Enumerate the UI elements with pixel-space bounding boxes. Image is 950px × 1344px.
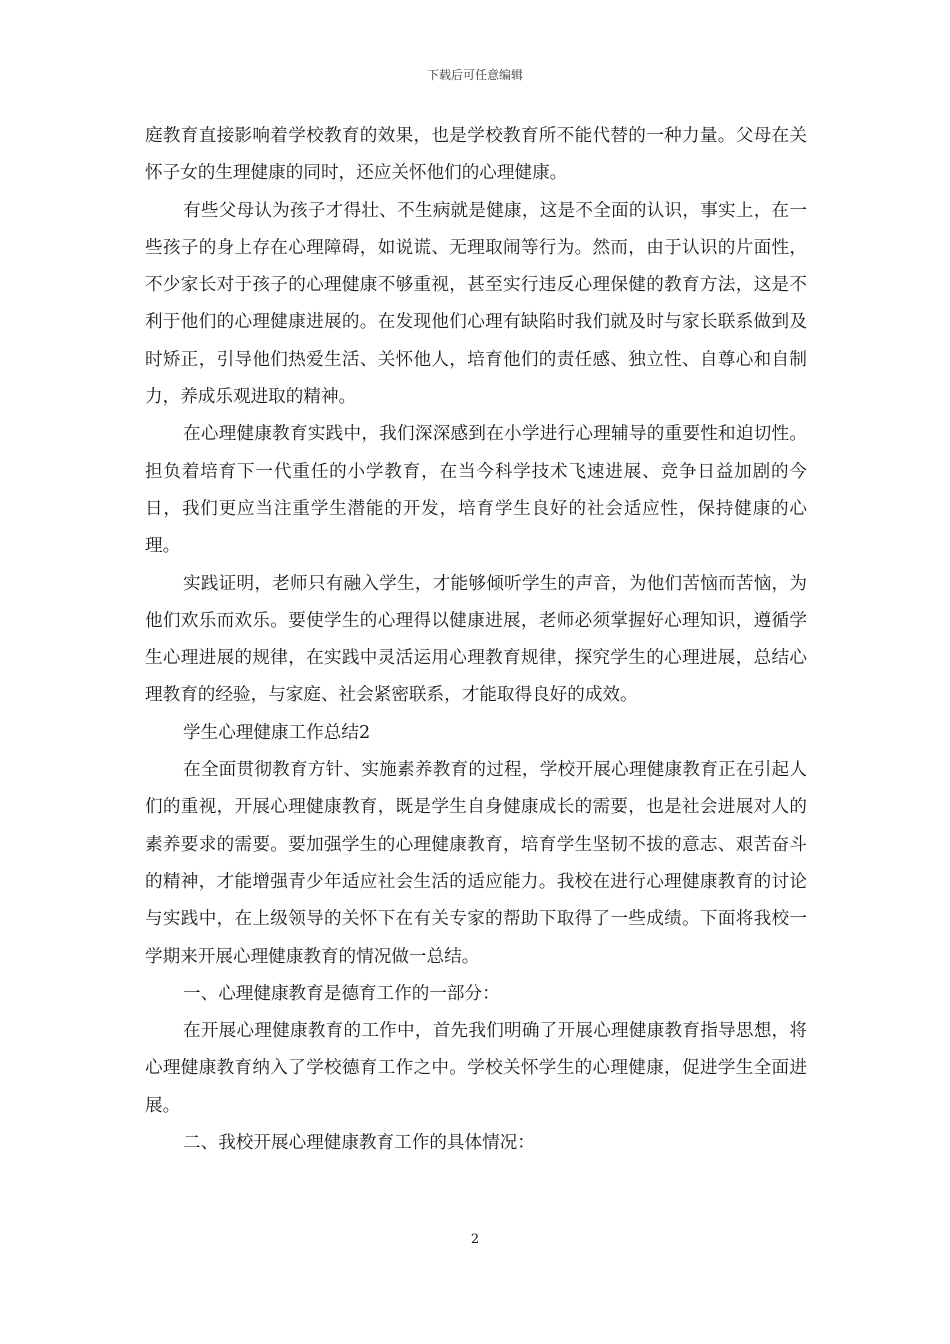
subheading-1: 一、心理健康教育是德育工作的一部分： [183, 983, 500, 1004]
paragraph-2: 有些父母认为孩子才得壮、不生病就是健康，这是不全面的认识，事实上，在一些孩子的身上存在心理障碍，如说谎、无理取闹等行为。然而，由于认识的片面性，不少家长对于孩子的心理健康不够重视，甚至实行违反心理保健的教育方法，这是不利于他们的心理健康进展的。在发现他们心理有缺陷时我们就及时与家长联系做到及时矫正，引导他们热爱生活、关怀他人，培育他们的责任感、独立性、自尊心和自制力，养成乐观进取的精神。 [145, 200, 807, 408]
paragraph-3: 在心理健康教育实践中，我们深深感到在小学进行心理辅导的重要性和迫切性。担负着培育下一代重任的小学教育，在当今科学技术飞速进展、竞争日益加剧的今日，我们更应当注重学生潜能的开发，培育学生良好的社会适应性，保持健康的心理。 [145, 424, 807, 557]
document-body [145, 118, 807, 1162]
paragraph-6: 在开展心理健康教育的工作中，首先我们明确了开展心理健康教育指导思想，将心理健康教育纳入了学校德育工作之中。学校关怀学生的心理健康，促进学生全面进展。 [145, 1021, 807, 1116]
section-heading: 学生心理健康工作总结2 [183, 722, 371, 743]
paragraph-5: 在全面贯彻教育方针、实施素养教育的过程，学校开展心理健康教育正在引起人们的重视，开展心理健康教育，既是学生自身健康成长的需要，也是社会进展对人的素养要求的需要。要加强学生的心理健康教育，培育学生坚韧不拔的意志、艰苦奋斗的精神，才能增强青少年适应社会生活的适应能力。我校在进行心理健康教育的讨论与实践中，在上级领导的关怀下在有关专家的帮助下取得了一些成绩。下面将我校一学期来开展心理健康教育的情况做一总结。 [145, 760, 807, 967]
paragraph-4: 实践证明，老师只有融入学生，才能够倾听学生的声音，为他们苦恼而苦恼，为他们欢乐而欢乐。要使学生的心理得以健康进展，老师必须掌握好心理知识，遵循学生心理进展的规律，在实践中灵活运用心理教育规律，探究学生的心理进展，总结心理教育的经验，与家庭、社会紧密联系，才能取得良好的成效。 [145, 573, 807, 706]
paragraph-1: 庭教育直接影响着学校教育的效果，也是学校教育所不能代替的一种力量。父母在关怀子女的生理健康的同时，还应关怀他们的心理健康。 [145, 126, 807, 184]
page-header: 下载后可任意编辑 [426, 68, 523, 82]
subheading-2: 二、我校开展心理健康教育工作的具体情况： [183, 1133, 535, 1154]
page-number: 2 [470, 1232, 480, 1247]
